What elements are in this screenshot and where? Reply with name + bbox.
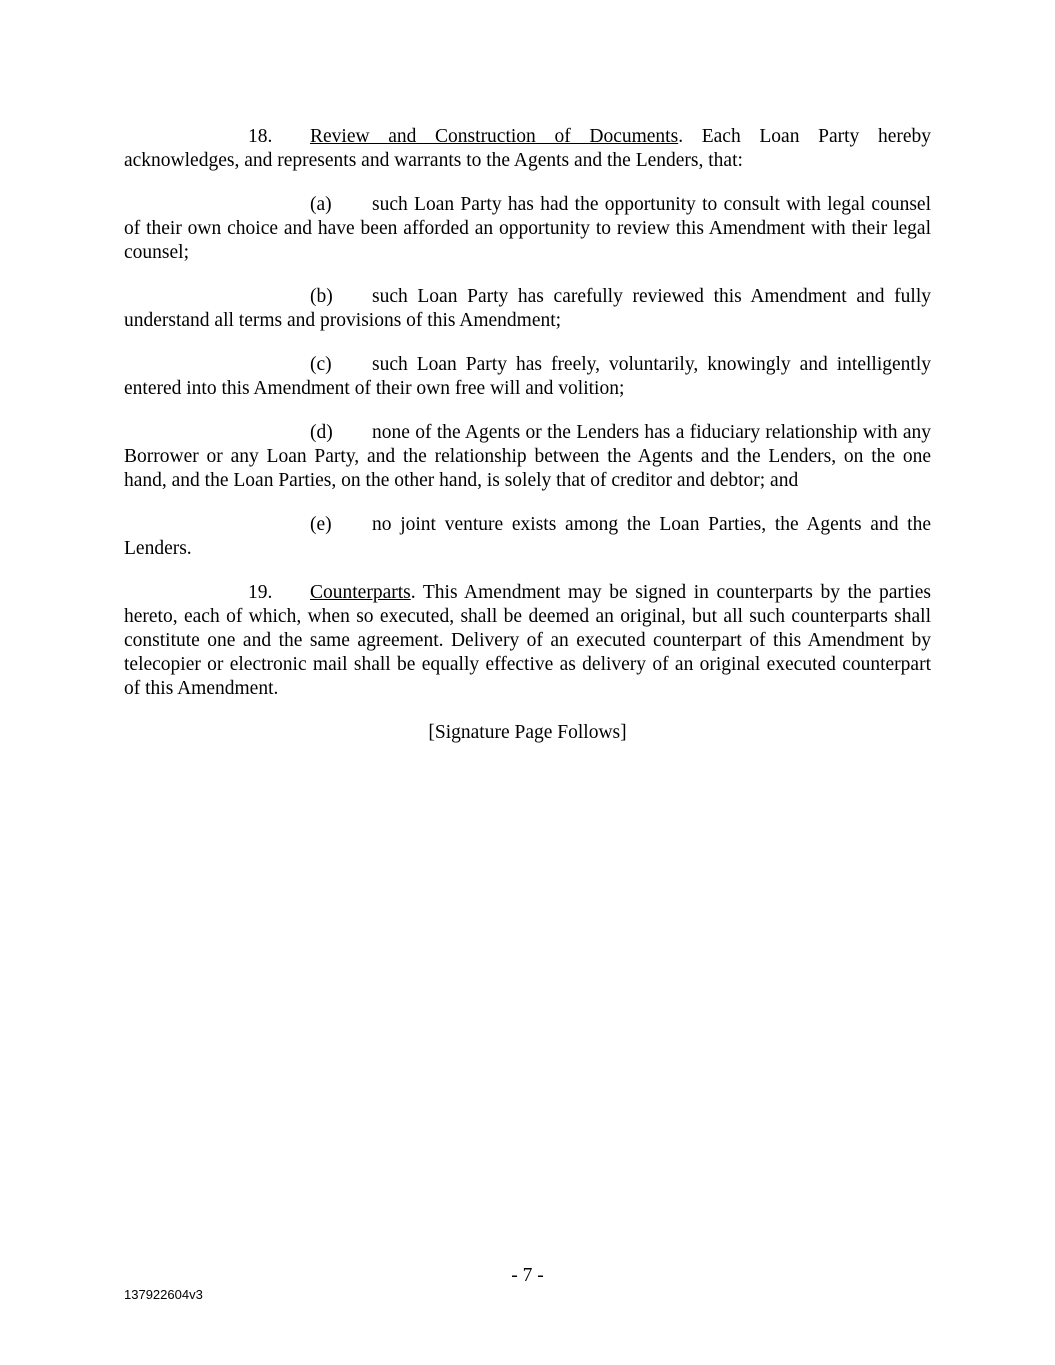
section-heading: Counterparts <box>310 582 411 603</box>
subsection-b <box>124 285 931 333</box>
page-number: - 7 - <box>511 1265 544 1286</box>
subsection-e <box>124 513 931 561</box>
section-number: 18. <box>248 126 273 147</box>
subsection-label: (b) <box>310 286 333 307</box>
subsection-label: (e) <box>310 514 332 535</box>
signature-page-note: [Signature Page Follows] <box>428 722 627 743</box>
subsection-text: none of the Agents or the Lenders has a fiduciary relationship with any Borrower or any Loan Party, and the relationship between the Agents and the Lenders, on the one hand, and the Loan Parties, on the other hand, is solely that of creditor and debtor; and <box>124 422 931 491</box>
section-heading: Review and Construction of Documents <box>310 126 679 147</box>
section-19 <box>124 581 931 701</box>
section-text: . Each Loan Party hereby acknowledges, and represents and warrants to the Agents and the Lenders, that: <box>124 126 931 171</box>
subsection-a <box>124 193 931 265</box>
subsection-label: (d) <box>310 422 333 443</box>
subsection-d <box>124 421 931 493</box>
subsection-text: such Loan Party has carefully reviewed this Amendment and fully understand all terms and provisions of this Amendment; <box>124 286 931 331</box>
section-number: 19. <box>248 582 273 603</box>
subsection-text: no joint venture exists among the Loan Parties, the Agents and the Lenders. <box>124 514 931 559</box>
document-id: 137922604v3 <box>124 1287 203 1302</box>
document-body <box>124 125 931 765</box>
subsection-c <box>124 353 931 401</box>
subsection-text: such Loan Party has had the opportunity to consult with legal counsel of their own choice and have been afforded an opportunity to review this Amendment with their legal counsel; <box>124 194 931 263</box>
subsection-text: such Loan Party has freely, voluntarily, knowingly and intelligently entered into this Amendment of their own free will and volition; <box>124 354 931 399</box>
subsection-label: (a) <box>310 194 332 215</box>
section-18 <box>124 125 931 173</box>
subsection-label: (c) <box>310 354 332 375</box>
section-text: . This Amendment may be signed in counterparts by the parties hereto, each of which, when so executed, shall be deemed an original, but all such counterparts shall constitute one and the same agreement. Delivery of an executed counterpart of this Amendment by telecopier or electronic mail shall be equally effective as delivery of an original executed counterpart of this Amendment. <box>124 582 931 699</box>
